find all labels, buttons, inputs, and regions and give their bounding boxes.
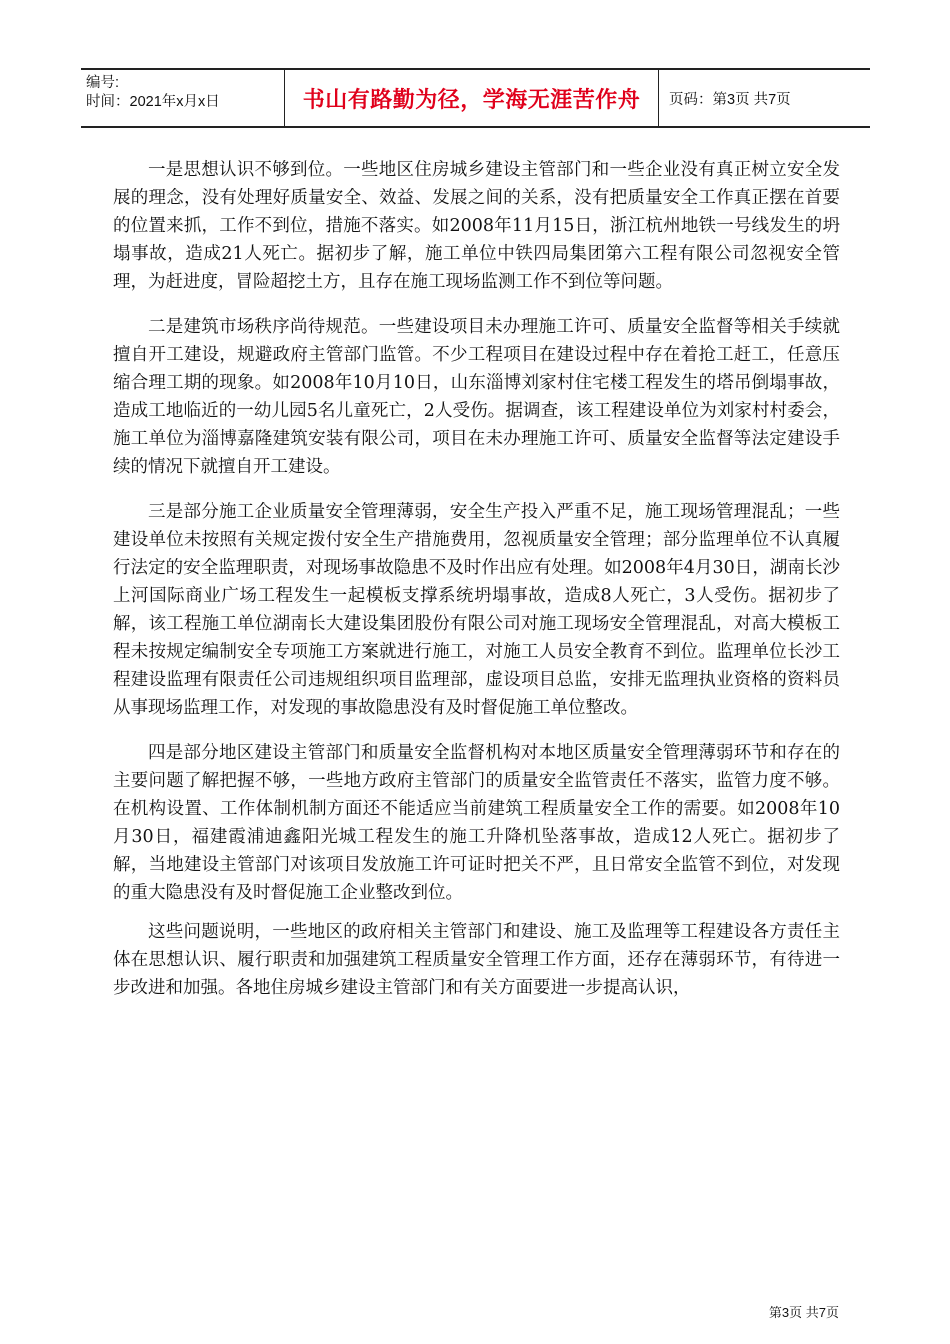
paragraph-5: 这些问题说明，一些地区的政府相关主管部门和建设、施工及监理等工程建设各方责任主体在思想认识、履行职责和加强建筑工程质量安全管理工作方面，还存在薄弱环节，有待进一步改进和加强。各地住房城乡建设主管部门和有关方面要进一步提高认识，	[113, 922, 840, 998]
paragraph-1: 一是思想认识不够到位。一些地区住房城乡建设主管部门和一些企业没有真正树立安全发展的理念，没有处理好质量安全、效益、发展之间的关系，没有把质量安全工作真正摆在首要的位置来抓，工作不到位，措施不落实。如2008年11月15日，浙江杭州地铁一号线发生的坍塌事故，造成21人死亡。据初步了解，施工单位中铁四局集团第六工程有限公司忽视安全管理，为赶进度，冒险超挖土方，且存在施工现场监测工作不到位等问题。	[113, 160, 840, 292]
paragraph-4: 四是部分地区建设主管部门和质量安全监督机构对本地区质量安全管理薄弱环节和存在的主要问题了解把握不够，一些地方政府主管部门的质量安全监管责任不落实，监管力度不够。在机构设置、工作体制机制方面还不能适应当前建筑工程质量安全工作的需要。如2008年10月30日，福建霞浦迪鑫阳光城工程发生的施工升降机坠落事故，造成12人死亡。据初步了解，当地建设主管部门对该项目发放施工许可证时把关不严，且日常安全监管不到位，对发现的重大隐患没有及时督促施工企业整改到位。	[113, 743, 840, 903]
page-header	[81, 68, 870, 128]
paragraph-2: 二是建筑市场秩序尚待规范。一些建设项目未办理施工许可、质量安全监督等相关手续就擅自开工建设，规避政府主管部门监管。不少工程项目在建设过程中存在着抢工赶工，任意压缩合理工期的现象。如2008年10月10日，山东淄博刘家村住宅楼工程发生的塔吊倒塌事故，造成工地临近的一幼儿园5名儿童死亡，2人受伤。据调查，该工程建设单位为刘家村村委会，施工单位为淄博嘉隆建筑安装有限公司，项目在未办理施工许可、质量安全监督等法定建设手续的情况下就擅自开工建设。	[113, 317, 840, 477]
document-body	[113, 156, 840, 1002]
document-number-label: 编号:	[86, 75, 120, 91]
header-meta	[81, 70, 284, 126]
footer-page-number: 第3页 共7页	[768, 1305, 839, 1320]
header-page-number: 页码：第3页 共7页	[669, 91, 791, 108]
document-date-label: 时间：2021年x月x日	[86, 94, 220, 110]
header-motto: 书山有路勤为径，学海无涯苦作舟	[284, 70, 659, 126]
paragraph-3: 三是部分施工企业质量安全管理薄弱，安全生产投入严重不足，施工现场管理混乱；一些建设单位未按照有关规定拨付安全生产措施费用，忽视质量安全管理；部分监理单位不认真履行法定的安全监理职责，对现场事故隐患不及时作出应有处理。如2008年4月30日，湖南长沙上河国际商业广场工程发生一起模板支撑系统坍塌事故，造成8人死亡，3人受伤。据初步了解，该工程施工单位湖南长大建设集团股份有限公司对施工现场安全管理混乱，对高大模板工程未按规定编制安全专项施工方案就进行施工，对施工人员安全教育不到位。监理单位长沙工程建设监理有限责任公司违规组织项目监理部，虚设项目总监，安排无监理执业资格的资料员从事现场监理工作，对发现的事故隐患没有及时督促施工单位整改。	[113, 502, 840, 718]
